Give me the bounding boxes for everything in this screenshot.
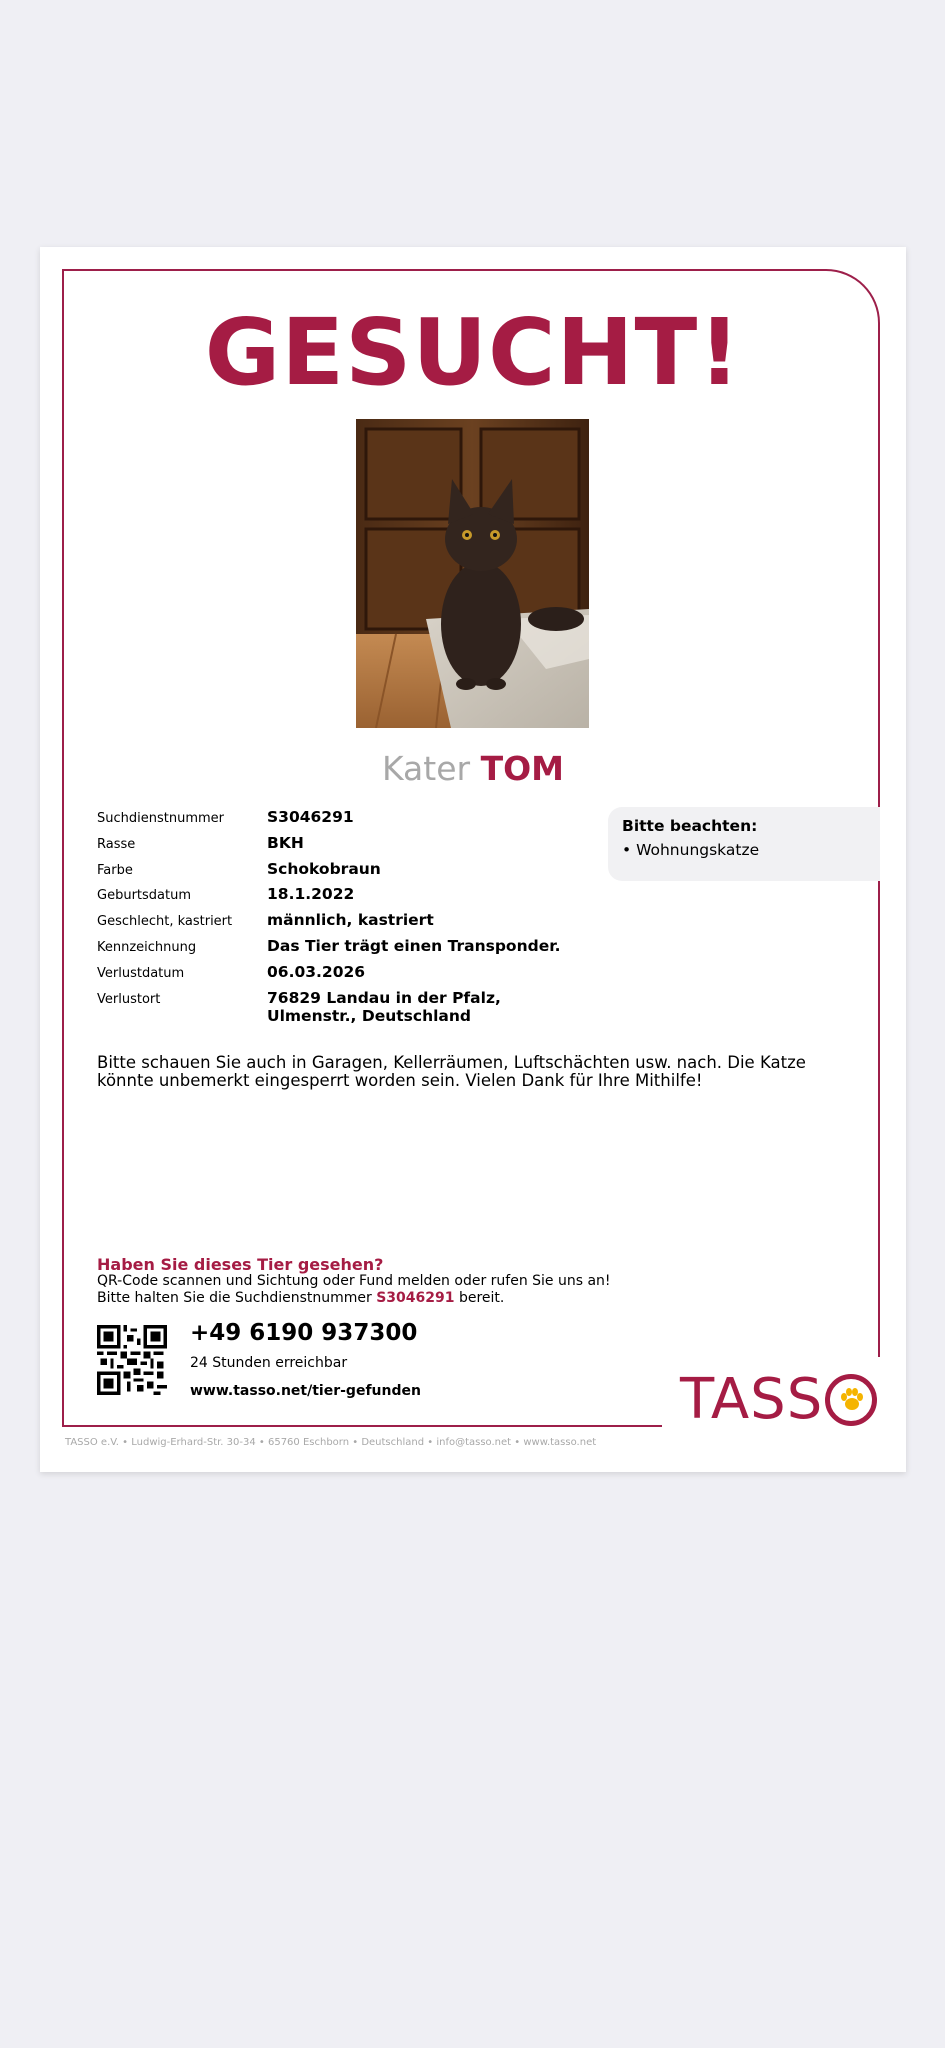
detail-label: Farbe (97, 862, 133, 878)
qr-code-icon[interactable] (97, 1325, 167, 1395)
detail-value: BKH (267, 833, 304, 852)
seen-text (97, 1273, 717, 1307)
notice-item: • Wohnungskatze (622, 841, 760, 859)
notice-box (608, 807, 880, 881)
detail-row (97, 835, 597, 853)
detail-value: S3046291 (267, 808, 354, 826)
logo-text: TASS (680, 1367, 824, 1432)
detail-row (97, 938, 597, 956)
detail-label: Geschlecht, kastriert (97, 914, 233, 930)
pet-photo (356, 419, 589, 728)
detail-row (97, 809, 597, 827)
poster-frame-bottom (62, 1425, 662, 1427)
detail-label: Kennzeichnung (97, 940, 197, 956)
phone-number[interactable]: +49 6190 937300 (190, 1320, 418, 1346)
detail-label: Suchdienstnummer (97, 811, 224, 826)
seen-line-1: QR-Code scannen und Sichtung oder Fund melden oder rufen Sie uns an! (97, 1273, 611, 1289)
website-link[interactable]: www.tasso.net/tier-gefunden (190, 1383, 421, 1399)
headline: GESUCHT! (204, 299, 742, 406)
paw-icon (838, 1386, 866, 1414)
seen-line-2-number: S3046291 (376, 1289, 455, 1306)
detail-label: Verlustort (97, 991, 161, 1007)
pet-name-value: TOM (480, 749, 564, 788)
detail-row (97, 990, 597, 1026)
detail-value: 06.03.2026 (267, 962, 366, 981)
search-hint-paragraph: Bitte schauen Sie auch in Garagen, Kellerräumen, Luftschächten usw. nach. Die Katze könnte unbemerkt eingesperrt worden sein. Vielen Dank für Ihre Mithilfe! (97, 1053, 806, 1091)
pet-name (40, 749, 906, 789)
detail-row (97, 861, 597, 879)
poster-page (40, 247, 906, 1472)
seen-title: Haben Sie dieses Tier gesehen? (97, 1255, 384, 1274)
detail-value: Schokobraun (267, 859, 381, 878)
detail-label: Geburtsdatum (97, 888, 191, 904)
detail-value: männlich, kastriert (267, 911, 434, 930)
detail-value: 76829 Landau in der Pfalz, Ulmenstr., Deutschland (267, 988, 501, 1025)
pet-name-prefix: Kater (382, 749, 471, 788)
notice-title: Bitte beachten: (622, 817, 758, 835)
detail-row (97, 964, 597, 982)
details-table (97, 809, 597, 1033)
detail-row (97, 886, 597, 904)
availability-text: 24 Stunden erreichbar (190, 1355, 348, 1371)
footer-address: TASSO e.V. • Ludwig-Erhard-Str. 30-34 • 65760 Eschborn • Deutschland • info@tasso.net • www.tasso.net (65, 1437, 597, 1448)
seen-line-2-after: bereit. (458, 1289, 505, 1306)
seen-line-2-before: Bitte halten Sie die Suchdienstnummer (97, 1289, 372, 1306)
logo-o (825, 1374, 877, 1426)
detail-value: 18.1.2022 (267, 885, 355, 904)
detail-label: Rasse (97, 836, 136, 852)
tasso-logo (680, 1367, 877, 1432)
detail-value: Das Tier trägt einen Transponder. (267, 937, 561, 956)
detail-row (97, 912, 597, 930)
detail-label: Verlustdatum (97, 965, 185, 981)
